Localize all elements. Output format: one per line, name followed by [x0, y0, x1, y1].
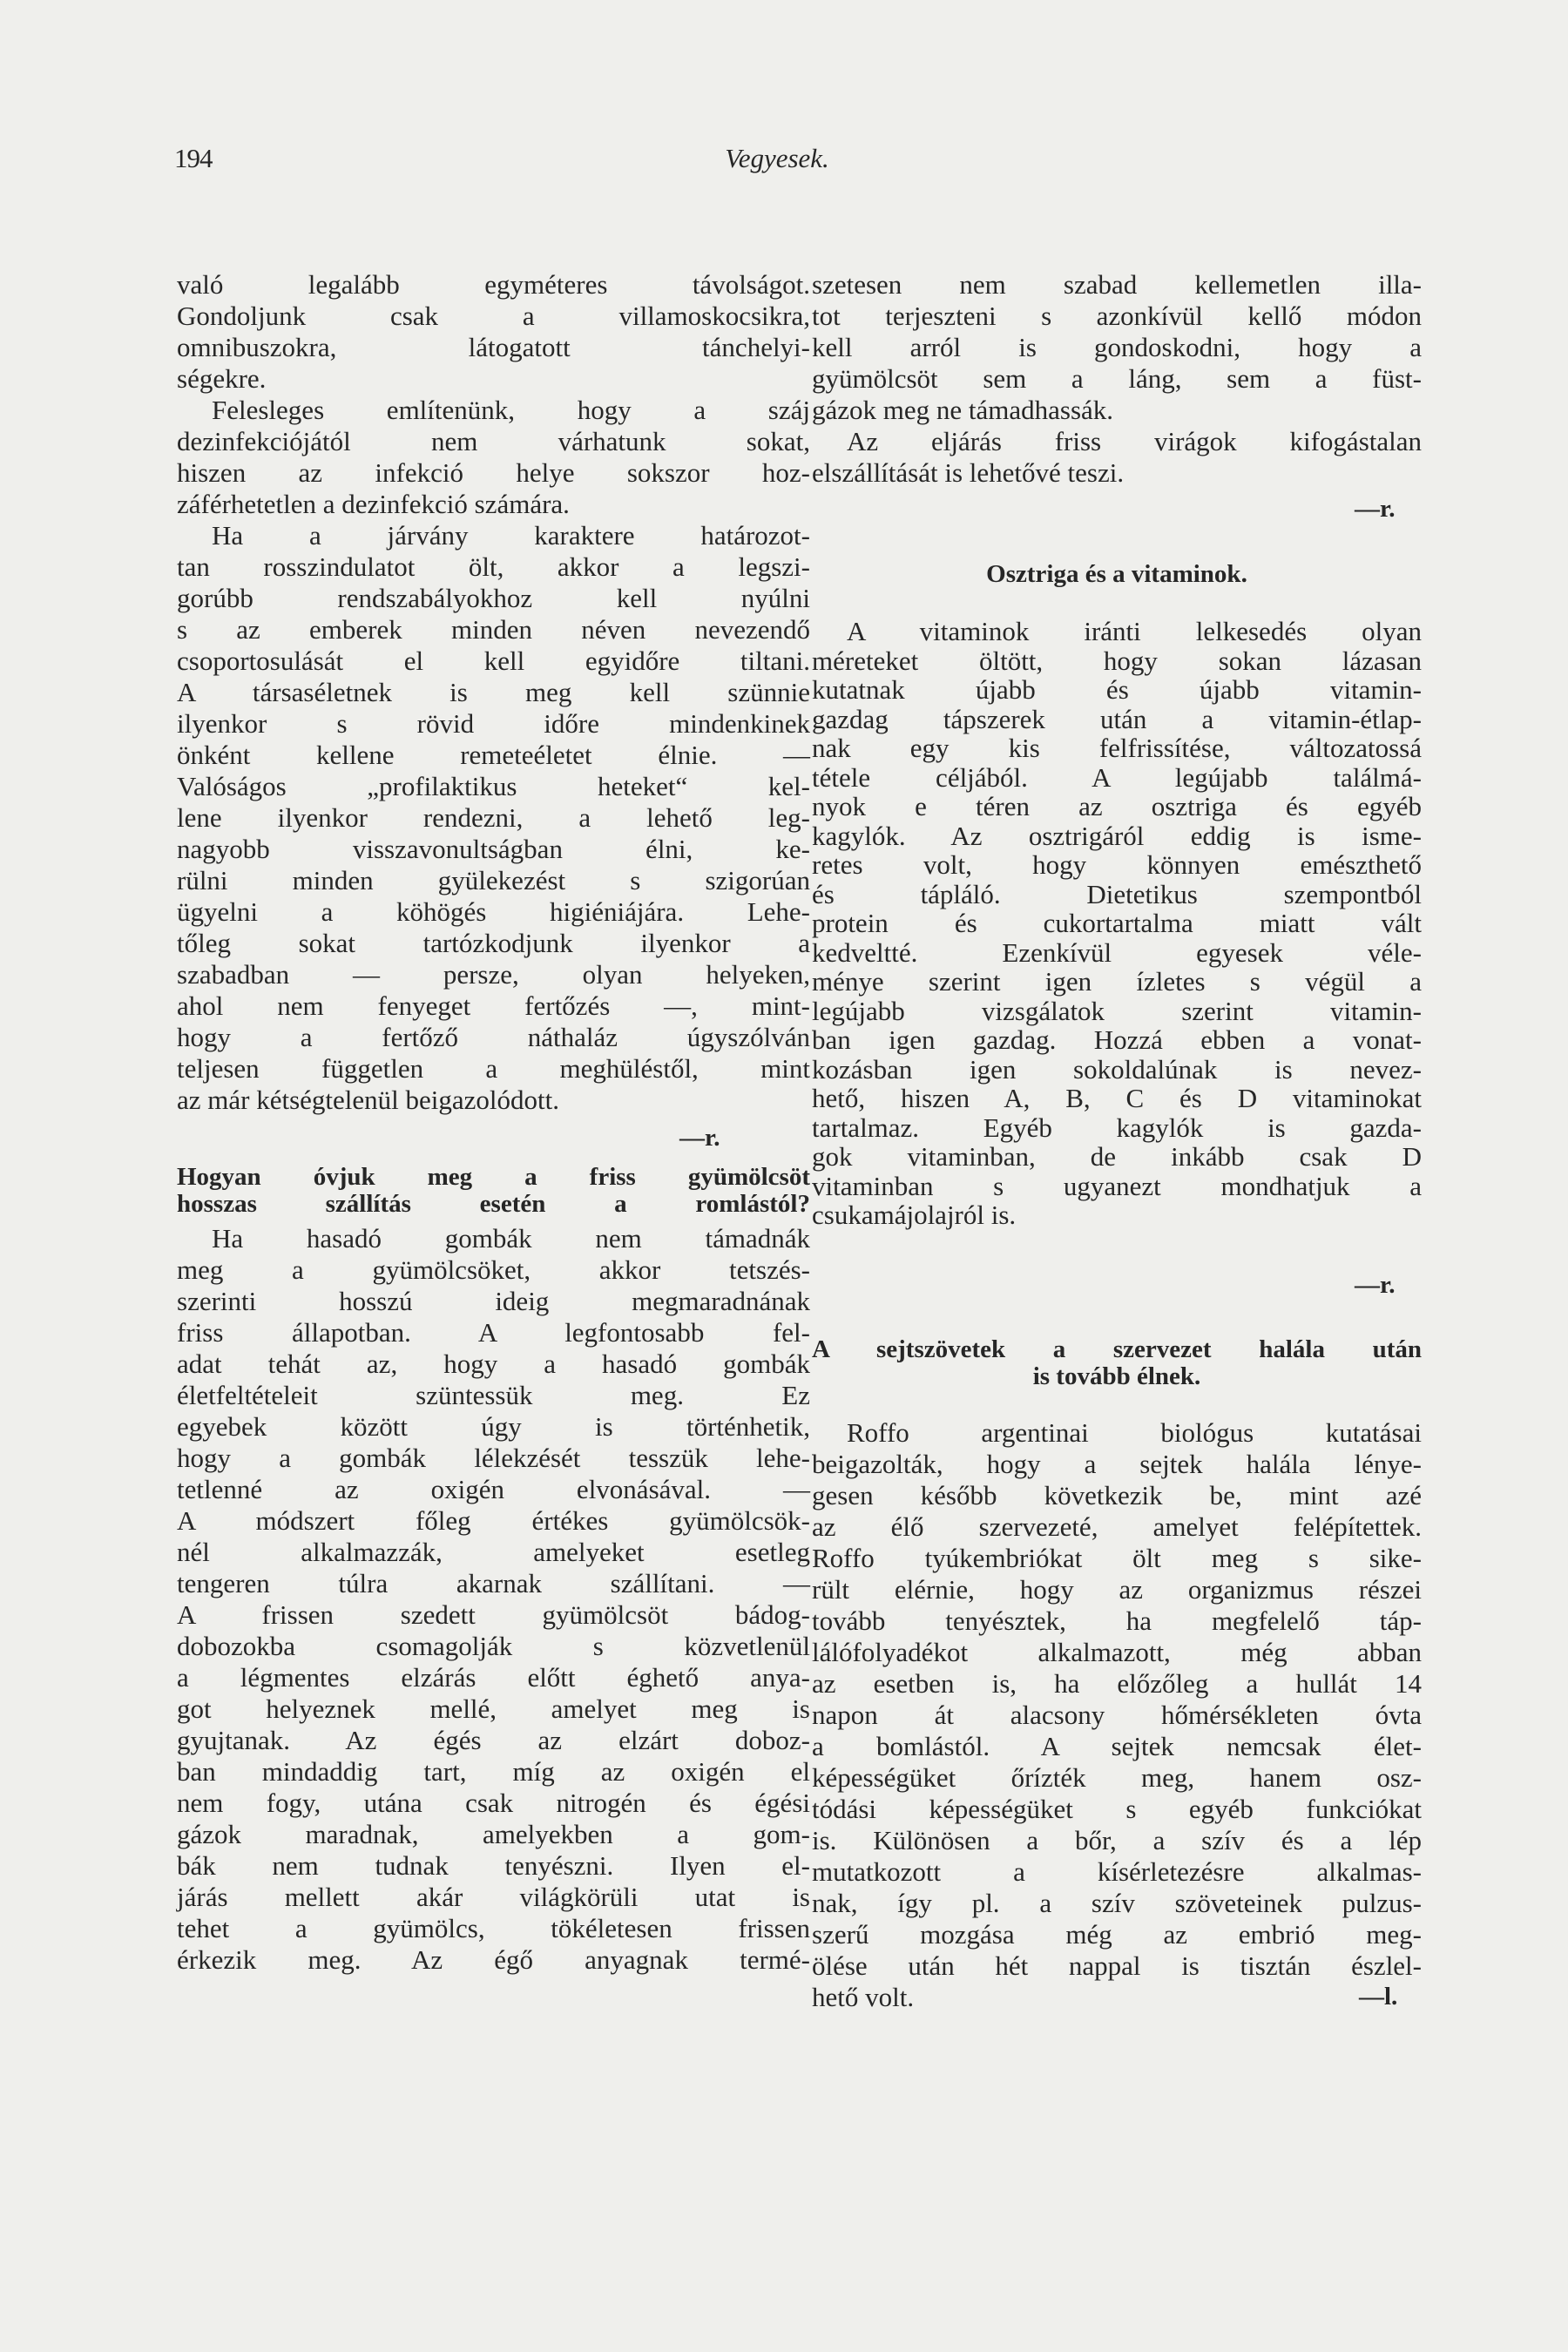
text-line: hogy a gombák lélekzését tesszük lehe- [177, 1443, 810, 1473]
text-line: dezinfekciójától nem várhatunk sokat, [177, 426, 810, 456]
paragraph [177, 520, 810, 1116]
text-line: gok vitaminban, de inkább csak D [812, 1141, 1422, 1172]
text-line: protein és cukortartalma miatt vált [812, 908, 1422, 938]
paragraph [812, 426, 1422, 489]
text-line: tengeren túlra akarnak szállítani. — [177, 1568, 810, 1598]
running-head: Vegyesek. [725, 143, 829, 173]
text-line: A frissen szedett gyümölcsöt bádog- [177, 1599, 810, 1630]
article-heading [812, 561, 1422, 588]
text-line: s az emberek minden néven nevezendő [177, 614, 810, 645]
text-line: hető volt. [812, 1982, 915, 2012]
text-line: ban mindaddig tart, míg az oxigén el [177, 1756, 810, 1787]
paragraph [812, 269, 1422, 426]
text-line: nagyobb visszavonultságban élni, ke- [177, 834, 810, 864]
text-line: tőleg sokat tartózkodjunk ilyenkor a [177, 928, 810, 958]
text-line: gázok meg ne támadhassák. [812, 395, 1114, 425]
text-line: rülni minden gyülekezést s szigorúan [177, 865, 810, 896]
author-signature: —l. [1359, 1983, 1398, 2011]
text-line: tan rosszindulatot ölt, akkor a legszi- [177, 551, 810, 582]
text-line: Ha a járvány karaktere határozot- [212, 520, 810, 551]
text-line: csoportosulását el kell egyidőre tiltani. [177, 645, 810, 676]
text-line: vitaminban s ugyanezt mondhatjuk a [812, 1170, 1422, 1201]
heading-line: is tovább élnek. [1032, 1362, 1201, 1390]
text-line: ban igen gazdag. Hozzá ebben a vonat- [812, 1024, 1422, 1055]
text-line: mutatkozott a kísérletezésre alkalmas- [812, 1856, 1422, 1887]
text-line: nem fogy, utána csak nitrogén és égési [177, 1788, 810, 1818]
text-line: teljesen független a meghüléstől, mint [177, 1053, 810, 1084]
text-line: záférhetetlen a dezinfekció számára. [177, 489, 570, 519]
author-signature: —r. [1355, 1271, 1396, 1299]
text-line: Felesleges említenünk, hogy a száj [212, 395, 810, 425]
text-line: legújabb vizsgálatok szerint vitamin- [812, 995, 1422, 1026]
text-line: kedveltté. Ezenkívül egyesek véle- [812, 936, 1422, 968]
heading-line: hosszas szállítás esetén a romlástól? [177, 1190, 810, 1218]
text-line: ügyelni a köhögés higiéniájára. Lehe- [177, 896, 810, 927]
text-line: beigazolták, hogy a sejtek halála lénye- [812, 1449, 1422, 1479]
text-line: képességüket őrízték meg, hanem osz- [812, 1762, 1422, 1793]
text-line: kagylók. Az osztrigáról eddig is isme- [812, 820, 1422, 851]
text-line: Roffo tyúkembriókat ölt meg s sike- [812, 1543, 1422, 1573]
text-line: gazdag tápszerek után a vitamin-étlap- [812, 703, 1422, 734]
text-line: gyujtanak. Az égés az elzárt doboz- [177, 1725, 810, 1755]
text-line: kell arról is gondoskodni, hogy a [812, 332, 1422, 362]
text-line: szabadban — persze, olyan helyeken, [177, 959, 810, 990]
text-line: nak, így pl. a szív szöveteinek pulzus- [812, 1888, 1422, 1918]
text-line: nyok e téren az osztriga és egyéb [812, 791, 1422, 821]
text-line: is. Különösen a bőr, a szív és a lép [812, 1825, 1422, 1855]
text-line: ségekre. [177, 363, 267, 394]
text-line: egyebek között úgy is történhetik, [177, 1411, 810, 1442]
text-line: ménye szerint igen ízletes s végül a [812, 966, 1422, 997]
paragraph [812, 617, 1422, 1230]
text-line: a bomlástól. A sejtek nemcsak élet- [812, 1731, 1422, 1761]
text-line: lálófolyadékot alkalmazott, még abban [812, 1637, 1422, 1667]
text-line: ilyenkor s rövid időre mindenkinek [177, 708, 810, 739]
text-line: nak egy kis felfrissítése, változatossá [812, 733, 1422, 763]
text-line: kutatnak újabb és újabb vitamin- [812, 674, 1422, 705]
text-line: tehet a gyümölcs, tökéletesen frissen [177, 1913, 810, 1943]
author-signature: —r. [679, 1124, 720, 1152]
text-line: bák nem tudnak tenyészni. Ilyen el- [177, 1850, 810, 1881]
article-heading [812, 1336, 1422, 1390]
text-line: retes volt, hogy könnyen emészthető [812, 849, 1422, 880]
text-line: hiszen az infekció helye sokszor hoz- [177, 457, 810, 488]
text-line: A társaséletnek is meg kell szünnie [177, 677, 810, 707]
text-line: dobozokba csomagolják s közvetlenül [177, 1631, 810, 1661]
text-line: az esetben is, ha előzőleg a hullát 14 [812, 1668, 1422, 1699]
text-line: friss állapotban. A legfontosabb fel- [177, 1317, 810, 1348]
text-line: got helyeznek mellé, amelyet meg is [177, 1693, 810, 1724]
paragraph [177, 269, 810, 395]
text-line: tartalmaz. Egyéb kagylók is gazda- [812, 1112, 1422, 1143]
text-line: tódási képességüket s egyéb funkciókat [812, 1794, 1422, 1824]
heading-line: A sejtszövetek a szervezet halála után [812, 1335, 1422, 1363]
text-line: meg a gyümölcsöket, akkor tetszés- [177, 1254, 810, 1285]
paragraph [812, 1417, 1422, 2013]
text-line: csukamájolajról is. [812, 1200, 1017, 1230]
text-line: kozásban igen sokoldalúnak is nevez- [812, 1053, 1422, 1085]
text-line: Roffo argentinai biológus kutatásai [847, 1417, 1422, 1448]
text-line: életfeltételeit szüntessük meg. Ez [177, 1380, 810, 1410]
text-line: szetesen nem szabad kellemetlen illa- [812, 269, 1422, 300]
text-line: hető, hiszen A, B, C és D vitaminokat [812, 1083, 1422, 1113]
text-line: szerinti hosszú ideig megmaradnának [177, 1286, 810, 1316]
text-line: Az eljárás friss virágok kifogástalan [847, 426, 1422, 456]
article-heading [177, 1164, 810, 1218]
text-line: omnibuszokra, látogatott tánchelyi- [177, 332, 810, 362]
heading-line: Hogyan óvjuk meg a friss gyümölcsöt [177, 1163, 810, 1191]
text-line: nél alkalmazzák, amelyeket esetleg [177, 1537, 810, 1567]
text-line: A módszert főleg értékes gyümölcsök- [177, 1505, 810, 1536]
text-line: járás mellett akár világkörüli utat is [177, 1882, 810, 1912]
text-line: az már kétségtelenül beigazolódott. [177, 1085, 559, 1115]
text-line: önként kellene remeteéletet élnie. — [177, 740, 810, 770]
text-line: Ha hasadó gombák nem támadnák [212, 1223, 810, 1254]
text-line: tot terjeszteni s azonkívül kellő módon [812, 301, 1422, 331]
text-line: Valóságos „profilaktikus heteket“ kel- [177, 771, 810, 801]
text-line: gázok maradnak, amelyekben a gom- [177, 1819, 810, 1849]
text-line: hogy a fertőző náthaláz úgyszólván [177, 1022, 810, 1052]
text-line: tétele céljából. A legújabb találmá- [812, 761, 1422, 793]
author-signature: —r. [1355, 495, 1396, 523]
text-line: érkezik meg. Az égő anyagnak termé- [177, 1944, 810, 1975]
text-line: ölése után hét nappal is tisztán észlel- [812, 1950, 1422, 1981]
paragraph [177, 1223, 810, 1976]
page-number: 194 [174, 143, 213, 173]
text-line: adat tehát az, hogy a hasadó gombák [177, 1348, 810, 1379]
text-line: ahol nem fenyeget fertőzés —, mint- [177, 990, 810, 1021]
text-line: való legalább egyméteres távolságot. [177, 269, 810, 300]
text-line: A vitaminok iránti lelkesedés olyan [847, 616, 1422, 646]
text-line: tetlenné az oxigén elvonásával. — [177, 1474, 810, 1504]
text-line: tovább tenyésztek, ha megfelelő táp- [812, 1605, 1422, 1636]
text-line: az élő szervezeté, amelyet felépítettek. [812, 1511, 1422, 1542]
text-line: napon át alacsony hőmérsékleten óvta [812, 1700, 1422, 1730]
text-line: méreteket öltött, hogy sokan lázasan [812, 645, 1422, 676]
text-line: gesen később következik be, mint azé [812, 1480, 1422, 1511]
text-line: rült elérnie, hogy az organizmus részei [812, 1574, 1422, 1605]
paragraph [177, 395, 810, 520]
text-line: gorúbb rendszabályokhoz kell nyúlni [177, 583, 810, 613]
text-line: szerű mozgása még az embrió meg- [812, 1919, 1422, 1950]
text-line: és tápláló. Dietetikus szempontból [812, 878, 1422, 909]
text-line: Gondoljunk csak a villamoskocsikra, [177, 301, 810, 331]
text-line: elszállítását is lehetővé teszi. [812, 457, 1125, 488]
text-line: lene ilyenkor rendezni, a lehető leg- [177, 802, 810, 833]
text-line: a légmentes elzárás előtt éghető anya- [177, 1662, 810, 1693]
text-line: gyümölcsöt sem a láng, sem a füst- [812, 363, 1422, 394]
heading-line: Osztriga és a vitaminok. [986, 560, 1247, 588]
